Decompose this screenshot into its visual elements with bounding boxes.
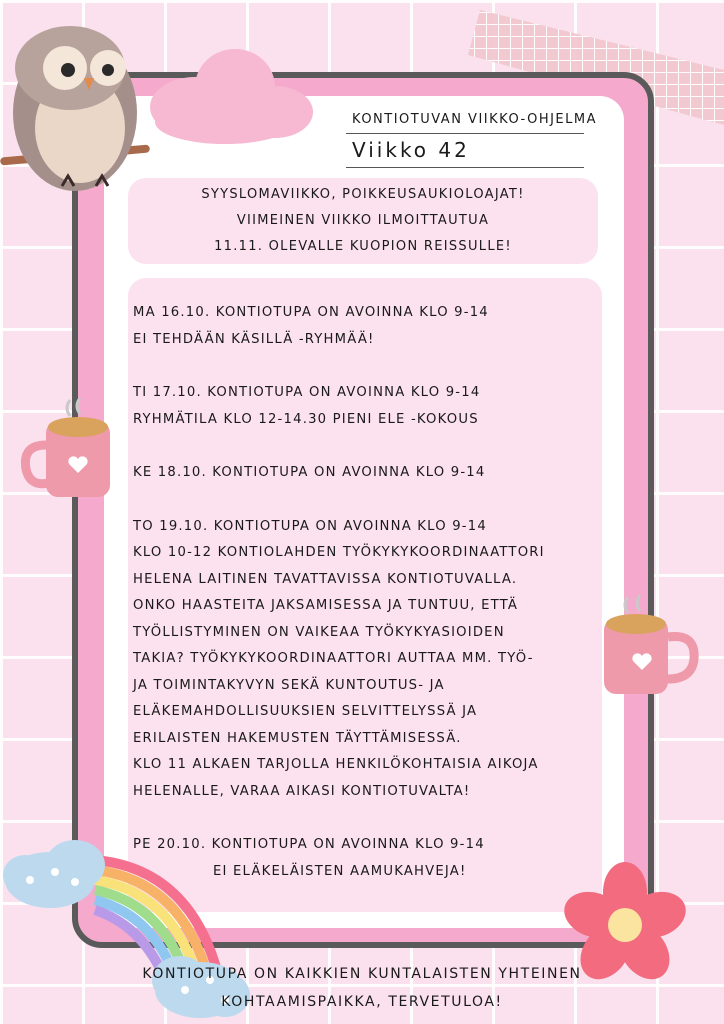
program-title: KONTIOTUVAN VIIKKO-OHJELMA	[352, 112, 598, 127]
notice-box	[128, 178, 598, 264]
pink-cloud-icon	[135, 42, 315, 147]
monday-hours: MA 16.10. KONTIOTUPA ON AVOINNA KLO 9-14	[133, 305, 489, 320]
footer-message	[60, 960, 664, 1016]
thursday-line: JA TOIMINTAKYVYN SEKÄ KUNTOUTUS- JA	[133, 677, 445, 693]
header-divider	[346, 167, 584, 168]
schedule-text	[133, 300, 603, 885]
notice-line: SYYSLOMAVIIKKO, POIKKEUSAUKIOLOAJAT!	[201, 187, 525, 202]
notice-line: 11.11. OLEVALLE KUOPION REISSULLE!	[214, 239, 512, 254]
coffee-mug-icon	[598, 592, 702, 702]
footer-line: KOHTAAMISPAIKKA, TERVETULOA!	[221, 994, 503, 1010]
thursday-line: TYÖLLISTYMINEN ON VAIKEAA TYÖKYKYASIOIDEN	[133, 624, 505, 640]
coffee-mug-icon	[18, 395, 118, 505]
thursday-hours: TO 19.10. KONTIOTUPA ON AVOINNA KLO 9-14	[133, 518, 487, 534]
thursday-line: HELENALLE, VARAA AIKASI KONTIOTUVALTA!	[133, 783, 471, 799]
monday-note: EI TEHDÄÄN KÄSILLÄ -RYHMÄÄ!	[133, 331, 375, 347]
thursday-line: HELENA LAITINEN TAVATTAVISSA KONTIOTUVALLA.	[133, 571, 518, 587]
tuesday-hours: TI 17.10. KONTIOTUPA ON AVOINNA KLO 9-14	[133, 385, 481, 400]
owl-icon	[0, 18, 160, 198]
thursday-line: KLO 10-12 KONTIOLAHDEN TYÖKYKYKOORDINAATTORI	[133, 545, 545, 560]
thursday-line: ONKO HAASTEITA JAKSAMISESSA JA TUNTUU, ETTÄ	[133, 598, 519, 613]
thursday-line: ELÄKEMAHDOLLISUUKSIEN SELVITTELYSSÄ JA	[133, 704, 478, 719]
footer-line: KONTIOTUPA ON KAIKKIEN KUNTALAISTEN YHTEINEN	[142, 966, 582, 982]
header-divider	[346, 133, 584, 134]
notice-line: VIIMEINEN VIIKKO ILMOITTAUTUA	[236, 213, 490, 228]
thursday-line: ERILAISTEN HAKEMUSTEN TÄYTTÄMISESSÄ.	[133, 730, 462, 746]
thursday-line: TAKIA? TYÖKYKYKOORDINAATTORI AUTTAA MM. TYÖ-	[133, 651, 534, 666]
friday-hours: PE 20.10. KONTIOTUPA ON AVOINNA KLO 9-14	[133, 837, 485, 852]
friday-note: EI ELÄKELÄISTEN AAMUKAHVEJA!	[213, 863, 467, 879]
thursday-line: KLO 11 ALKAEN TARJOLLA HENKILÖKOHTAISIA AIKOJA	[133, 757, 539, 772]
week-number: Viikko 42	[352, 138, 470, 162]
tuesday-note: RYHMÄTILA KLO 12-14.30 PIENI ELE -KOKOUS	[133, 411, 479, 427]
wednesday-hours: KE 18.10. KONTIOTUPA ON AVOINNA KLO 9-14	[133, 465, 486, 480]
